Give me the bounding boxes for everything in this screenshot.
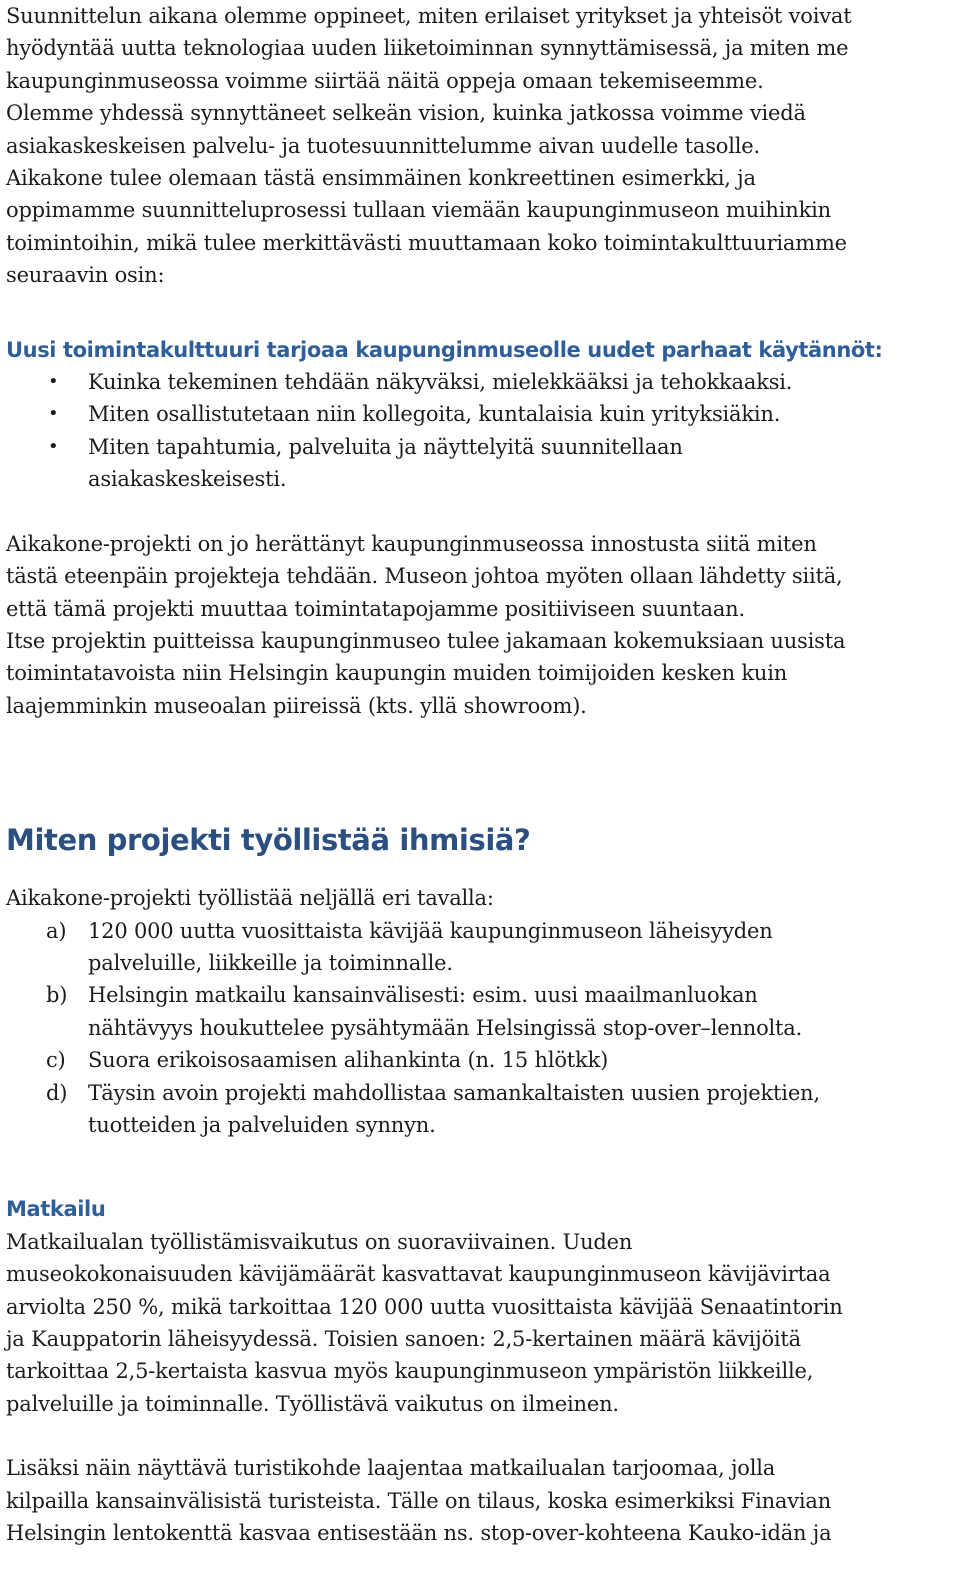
text-line: Aikakone-projekti on jo herättänyt kaupunginmuseossa innostusta siitä miten [6,531,817,556]
intro-paragraph [6,0,956,292]
spacer [6,1420,956,1452]
list-marker: c) [46,1048,66,1073]
culture-heading: Uusi toimintakulttuuri tarjoaa kaupunginmuseolle uudet parhaat käytännöt: [6,337,883,362]
text-line: Helsingin lentokenttä kasvaa entisestään ns. stop-over-kohteena Kauko-idän ja [6,1521,832,1546]
bullet-marker: • [48,403,59,425]
spacer [6,1141,956,1173]
list-item [6,431,956,496]
list-item [6,398,956,430]
spacer [6,722,956,818]
text-line: asiakaskeskeisen palvelu- ja tuotesuunnittelumme aivan uudelle tasolle. [6,133,760,158]
bullet-marker: • [48,371,59,393]
list-item-text: nähtävyys houkuttelee pysähtymään Helsingissä stop-over–lennolta. [88,1015,803,1040]
text-line: kaupunginmuseossa voimme siirtää näitä oppeja omaan tekemiseemme. [6,68,764,93]
text-line: että tämä projekti muuttaa toimintatapojamme positiiviseen suuntaan. [6,596,745,621]
text-line: toimintatavoista niin Helsingin kaupungin muiden toimijoiden kesken kuin [6,661,788,686]
employment-lead [6,882,956,914]
text-line: ja Kauppatorin läheisyydessä. Toisien sanoen: 2,5-kertainen määrä kävijöitä [6,1327,801,1351]
list-marker: b) [46,983,68,1008]
enthusiasm-paragraph [6,528,956,722]
text-line: seuraavin osin: [6,263,165,288]
list-item-text: Kuinka tekeminen tehdään näkyväksi, mielekkääksi ja tehokkaaksi. [88,370,793,395]
document-page [6,0,956,1549]
text-line: Matkailualan työllistämisvaikutus on suoraviivainen. Uuden [6,1229,633,1254]
spacer [6,292,956,324]
list-item-text: Miten osallistutetaan niin kollegoita, kuntalaisia kuin yrityksiäkin. [88,402,781,427]
list-item [6,1077,956,1142]
text-line: Suunnittelun aikana olemme oppineet, miten erilaiset yritykset ja yhteisöt voivat [6,4,852,28]
list-item-text: Suora erikoisosaamisen alihankinta (n. 15 hlötkk) [88,1048,609,1073]
list-item-text: 120 000 uutta vuosittaista kävijää kaupunginmuseon läheisyyden [88,918,773,943]
list-item-text: palveluille, liikkeille ja toiminnalle. [88,950,453,975]
list-item [6,1044,956,1076]
list-item [6,366,956,398]
text-line: kilpailla kansainvälisistä turisteista. Tälle on tilaus, koska esimerkiksi Finavian [6,1488,832,1513]
tourism-heading: Matkailu [6,1197,106,1222]
text-line: Aikakone-projekti työllistää neljällä eri tavalla: [6,886,494,911]
text-line: tästä eteenpäin projekteja tehdään. Museon johtoa myöten ollaan lähdetty siitä, [6,564,843,589]
list-marker: a) [46,918,67,943]
list-item-text: Miten tapahtumia, palveluita ja näyttelyitä suunnitellaan [88,434,683,459]
tourism-paragraph-2 [6,1452,956,1549]
tourism-paragraph-1 [6,1226,956,1420]
list-item-text: asiakaskeskeisesti. [88,467,287,492]
text-line: laajemminkin museoalan piireissä (kts. yllä showroom). [6,693,587,718]
text-line: tarkoittaa 2,5-kertaista kasvua myös kaupunginmuseon ympäristön liikkeille, [6,1359,814,1384]
list-item-text: tuotteiden ja palveluiden synnyn. [88,1112,436,1137]
text-line: museokokonaisuuden kävijämäärät kasvattavat kaupunginmuseon kävijävirtaa [6,1262,831,1287]
spacer [6,496,956,528]
list-item [6,979,956,1044]
list-item-text: Täysin avoin projekti mahdollistaa samankaltaisten uusien projektien, [88,1080,820,1105]
list-item-text: Helsingin matkailu kansainvälisesti: esim. uusi maailmanluokan [88,983,758,1008]
text-line: arviolta 250 %, mikä tarkoittaa 120 000 uutta vuosittaista kävijää Senaatintorin [6,1294,843,1319]
culture-list [6,366,956,496]
employment-heading: Miten projekti työllistää ihmisiä? [6,823,531,858]
list-marker: d) [46,1080,68,1105]
text-line: Itse projektin puitteissa kaupunginmuseo tulee jakamaan kokemuksiaan uusista [6,628,846,653]
text-line: oppimamme suunnitteluprosessi tullaan viemään kaupunginmuseon muihinkin [6,198,831,223]
text-line: hyödyntää uutta teknologiaa uuden liiketoiminnan synnyttämisessä, ja miten me [6,36,849,61]
text-line: Lisäksi näin näyttävä turistikohde laajentaa matkailualan tarjoomaa, jolla [6,1456,776,1481]
bullet-marker: • [48,435,59,457]
text-line: palveluille ja toiminnalle. Työllistävä vaikutus on ilmeinen. [6,1391,619,1416]
text-line: Olemme yhdessä synnyttäneet selkeän vision, kuinka jatkossa voimme viedä [6,101,806,126]
employment-list [6,915,956,1142]
text-line: toimintoihin, mikä tulee merkittävästi muuttamaan koko toimintakulttuuriamme [6,230,847,255]
list-item [6,915,956,980]
text-line: Aikakone tulee olemaan tästä ensimmäinen konkreettinen esimerkki, ja [6,166,756,191]
